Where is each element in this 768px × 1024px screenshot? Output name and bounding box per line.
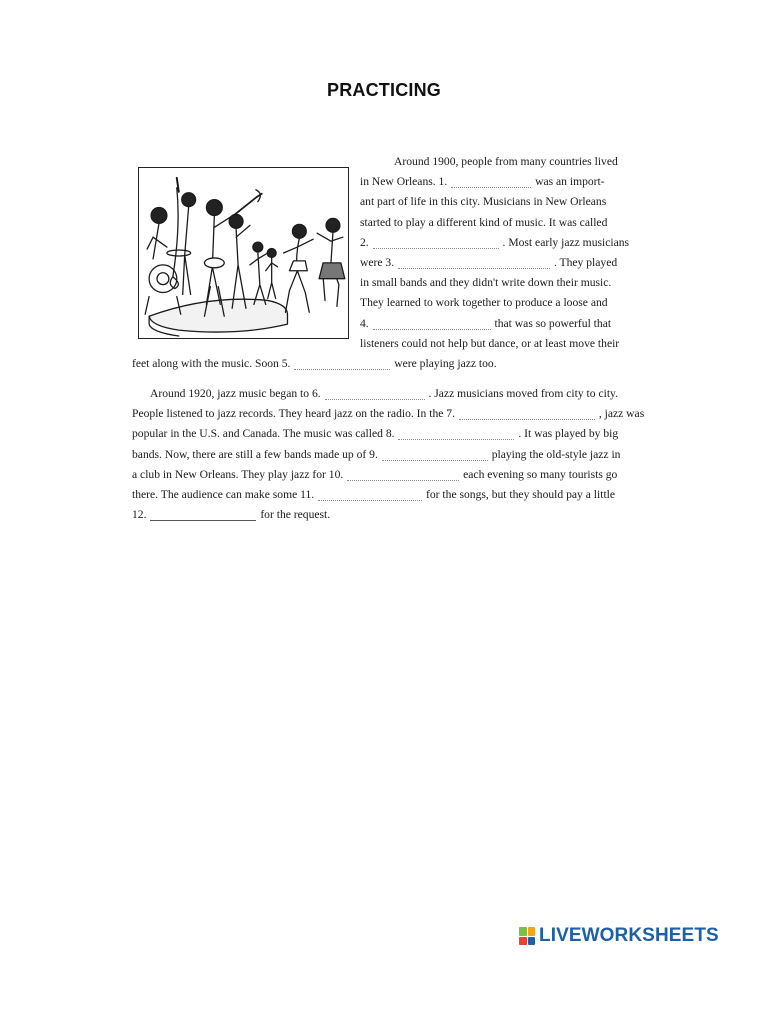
logo-tile <box>528 927 536 936</box>
answer-blank-7[interactable] <box>459 409 595 420</box>
paragraph-2 <box>132 384 645 525</box>
answer-blank-2[interactable] <box>373 238 499 249</box>
line-text: playing the old-style jazz in <box>491 447 621 461</box>
line-text: Around 1920, jazz music began to 6. <box>150 387 321 400</box>
line-text: each evening so many tourists go <box>463 467 618 481</box>
line-text: . They played <box>553 255 618 269</box>
paragraph-1-wrap <box>360 152 640 354</box>
answer-blank-6[interactable] <box>325 389 425 400</box>
line-text: . Jazz musicians moved from city to city. <box>428 387 618 400</box>
line-text: , jazz was <box>598 407 645 421</box>
line-text: there. The audience can make some 11. <box>132 487 315 501</box>
answer-blank-4[interactable] <box>373 319 491 330</box>
line-text: 12. <box>132 508 147 522</box>
line-text: a club in New Orleans. They play jazz for 10. <box>132 467 344 481</box>
jazz-band-illustration <box>138 167 349 339</box>
answer-blank-1[interactable] <box>451 177 531 188</box>
line-text: in New Orleans. 1. <box>360 175 448 189</box>
line-text: popular in the U.S. and Canada. The music was called 8. <box>132 427 395 441</box>
line-text: 2. <box>360 235 369 249</box>
line-text: for the request. <box>260 508 331 522</box>
answer-blank-5[interactable] <box>294 359 390 370</box>
line-text: . It was played by big <box>518 427 619 441</box>
answer-blank-11[interactable] <box>318 490 422 501</box>
logo-tile <box>519 927 527 936</box>
line-text: feet along with the music. Soon 5. <box>132 357 291 370</box>
line-text: bands. Now, there are still a few bands made up of 9. <box>132 447 378 461</box>
page-title: PRACTICING <box>327 80 441 100</box>
line-text: 4. <box>360 316 369 330</box>
paragraph-1-end <box>132 354 638 374</box>
line-text: started to play a different kind of music. It was called <box>360 215 608 229</box>
answer-blank-10[interactable] <box>347 470 459 481</box>
line-text: in small bands and they didn't write down their music. <box>360 276 612 290</box>
answer-blank-3[interactable] <box>398 258 550 269</box>
line-text: . Most early jazz musicians <box>502 235 630 249</box>
line-text: Around 1900, people from many countries lived <box>394 155 618 168</box>
line-text: were playing jazz too. <box>394 357 497 370</box>
liveworksheets-logo-icon <box>519 927 535 945</box>
line-text: that was so powerful that <box>494 316 612 330</box>
liveworksheets-logo <box>519 925 719 947</box>
line-text: People listened to jazz records. They heard jazz on the radio. In the 7. <box>132 407 456 421</box>
liveworksheets-logo-text: LIVEWORKSHEETS <box>539 925 719 946</box>
line-text: for the songs, but they should pay a little <box>426 487 616 501</box>
line-text: was an import- <box>535 175 605 189</box>
line-text: They learned to work together to produce a loose and <box>360 296 608 310</box>
line-text: ant part of life in this city. Musicians in New Orleans <box>360 195 607 209</box>
line-text: were 3. <box>360 255 395 269</box>
logo-tile <box>519 937 527 946</box>
answer-blank-12[interactable] <box>150 510 256 521</box>
answer-blank-9[interactable] <box>382 450 488 461</box>
line-text: listeners could not help but dance, or at least move their <box>360 336 620 350</box>
answer-blank-8[interactable] <box>398 429 514 440</box>
logo-tile <box>528 937 536 946</box>
